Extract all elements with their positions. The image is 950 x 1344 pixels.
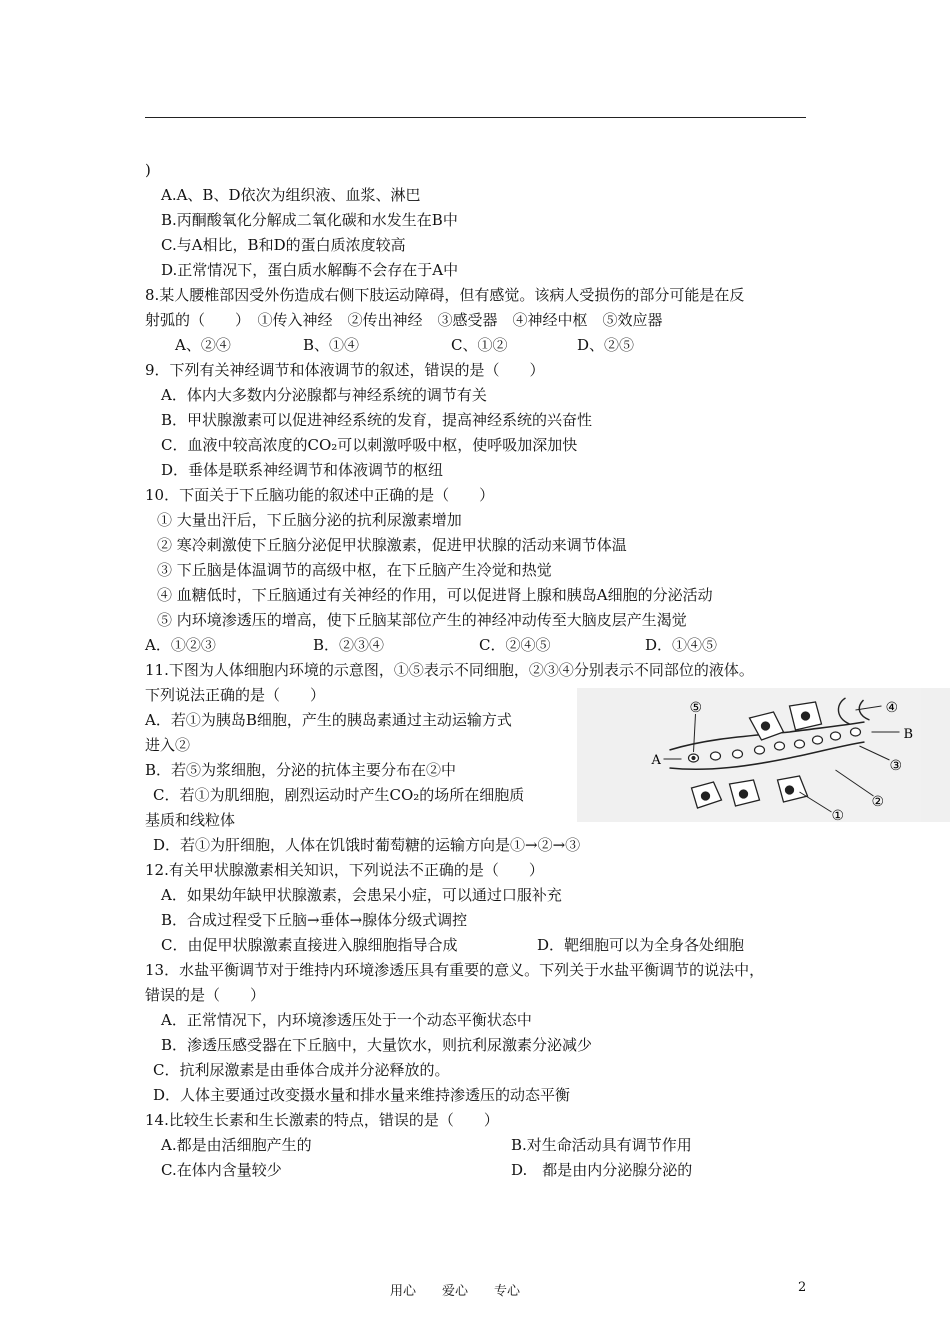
q10-options xyxy=(145,633,810,658)
question-content xyxy=(145,158,810,1183)
q12-option-d: D．靶细胞可以为全身各处细胞 xyxy=(537,936,745,954)
header-rule xyxy=(145,117,806,118)
q13-option-a: A．正常情况下，内环境渗透压处于一个动态平衡状态中 xyxy=(161,1011,532,1029)
q8-option-a: A、②④ xyxy=(175,336,231,354)
q10-option-b: B．②③④ xyxy=(313,636,385,654)
q10-item-3: ③ 下丘脑是体温调节的高级中枢，在下丘脑产生冷觉和热觉 xyxy=(157,561,552,579)
q12-option-c: C．由促甲状腺激素直接进入腺细胞指导合成 xyxy=(161,936,458,954)
q10-item-4: ④ 血糖低时，下丘脑通过有关神经的作用，可以促进肾上腺和胰岛A细胞的分泌活动 xyxy=(157,586,713,604)
label-3: ③ xyxy=(889,758,903,774)
footer-motto: 用心 爱心 专心 xyxy=(390,1284,521,1299)
q14-options-cd xyxy=(145,1158,810,1183)
q11-option-c-2: 基质和线粒体 xyxy=(145,811,236,829)
q10-item-5: ⑤ 内环境渗透压的增高，使下丘脑某部位产生的神经冲动传至大脑皮层产生渴觉 xyxy=(157,611,687,629)
cell-environment-figure xyxy=(577,688,950,822)
q14-option-c: C.在体内含量较少 xyxy=(161,1161,282,1179)
q11-stem-2: 下列说法正确的是（ ） xyxy=(145,686,326,704)
q7-option-d: D.正常情况下，蛋白质水解酶不会存在于A中 xyxy=(161,261,459,279)
q8-options xyxy=(145,333,810,358)
q11-stem-1: 11.下图为人体细胞内环境的示意图，①⑤表示不同细胞，②③④分别表示不同部位的液体。 xyxy=(145,661,754,679)
q14-option-b: B.对生命活动具有调节作用 xyxy=(511,1136,692,1154)
q12-stem: 12.有关甲状腺激素相关知识，下列说法不正确的是（ ） xyxy=(145,861,544,879)
q10-item-1: ① 大量出汗后，下丘脑分泌的抗利尿激素增加 xyxy=(157,511,462,529)
q8-option-b: B、①④ xyxy=(303,336,360,354)
q11-option-a-2: 进入② xyxy=(145,736,191,754)
label-b: B xyxy=(903,727,914,742)
q7-option-a: A.A、B、D依次为组织液、血浆、淋巴 xyxy=(161,186,421,204)
q7-option-c: C.与A相比，B和D的蛋白质浓度较高 xyxy=(161,236,406,254)
q12-options-cd xyxy=(145,933,810,958)
q13-stem-2: 错误的是（ ） xyxy=(145,986,266,1004)
page-number: 2 xyxy=(798,1280,807,1295)
q14-option-a: A.都是由活细胞产生的 xyxy=(161,1136,312,1154)
q13-option-c: C．抗利尿激素是由垂体合成并分泌释放的。 xyxy=(153,1061,450,1079)
q13-option-d: D．人体主要通过改变摄水量和排水量来维持渗透压的动态平衡 xyxy=(153,1086,571,1104)
q9-option-d: D．垂体是联系神经调节和体液调节的枢纽 xyxy=(161,461,444,479)
label-1: ① xyxy=(831,808,845,822)
label-a: A xyxy=(651,753,661,768)
q12-option-b: B．合成过程受下丘脑→垂体→腺体分级式调控 xyxy=(161,911,468,929)
q8-option-c: C、①② xyxy=(451,336,508,354)
label-5: ⑤ xyxy=(689,700,703,716)
q12-option-a: A．如果幼年缺甲状腺激素，会患呆小症，可以通过口服补充 xyxy=(161,886,562,904)
q9-option-c: C．血液中较高浓度的CO₂可以刺激呼吸中枢，使呼吸加深加快 xyxy=(161,436,578,454)
q9-option-a: A．体内大多数内分泌腺都与神经系统的调节有关 xyxy=(161,386,487,404)
q10-option-d: D．①④⑤ xyxy=(645,636,718,654)
q8-option-d: D、②⑤ xyxy=(577,336,635,354)
q10-option-a: A．①②③ xyxy=(145,636,216,654)
q14-stem: 14.比较生长素和生长激素的特点，错误的是（ ） xyxy=(145,1111,499,1129)
q13-option-b: B．渗透压感受器在下丘脑中，大量饮水，则抗利尿激素分泌减少 xyxy=(161,1036,593,1054)
q14-options-ab xyxy=(145,1133,810,1158)
q14-option-d: D. 都是由内分泌腺分泌的 xyxy=(511,1161,693,1179)
q9-stem: 9．下列有关神经调节和体液调节的叙述，错误的是（ ） xyxy=(145,361,545,379)
q11-option-c-1: C．若①为肌细胞，剧烈运动时产生CO₂的场所在细胞质 xyxy=(153,786,525,804)
q10-option-c: C．②④⑤ xyxy=(479,636,551,654)
q7-option-b: B.丙酮酸氧化分解成二氧化碳和水发生在B中 xyxy=(161,211,458,229)
label-4: ④ xyxy=(885,700,899,716)
q11-option-b: B．若⑤为浆细胞，分泌的抗体主要分布在②中 xyxy=(145,761,457,779)
q10-stem: 10．下面关于下丘脑功能的叙述中正确的是（ ） xyxy=(145,486,495,504)
q13-stem-1: 13．水盐平衡调节对于维持内环境渗透压具有重要的意义。下列关于水盐平衡调节的说法中， xyxy=(145,961,765,979)
q11-option-a-1: A．若①为胰岛B细胞，产生的胰岛素通过主动运输方式 xyxy=(145,711,512,729)
q8-stem-2: 射弧的（ ） ①传入神经 ②传出神经 ③感受器 ④神经中枢 ⑤效应器 xyxy=(145,311,663,329)
q7-tail: ) xyxy=(145,161,151,179)
q9-option-b: B．甲状腺激素可以促进神经系统的发育，提高神经系统的兴奋性 xyxy=(161,411,593,429)
q8-stem-1: 8.某人腰椎部因受外伤造成右侧下肢运动障碍，但有感觉。该病人受损伤的部分可能是在反 xyxy=(145,286,745,304)
q11-option-d: D．若①为肝细胞，人体在饥饿时葡萄糖的运输方向是①→②→③ xyxy=(153,836,581,854)
label-2: ② xyxy=(871,794,885,810)
q10-item-2: ② 寒冷刺激使下丘脑分泌促甲状腺激素，促进甲状腺的活动来调节体温 xyxy=(157,536,627,554)
